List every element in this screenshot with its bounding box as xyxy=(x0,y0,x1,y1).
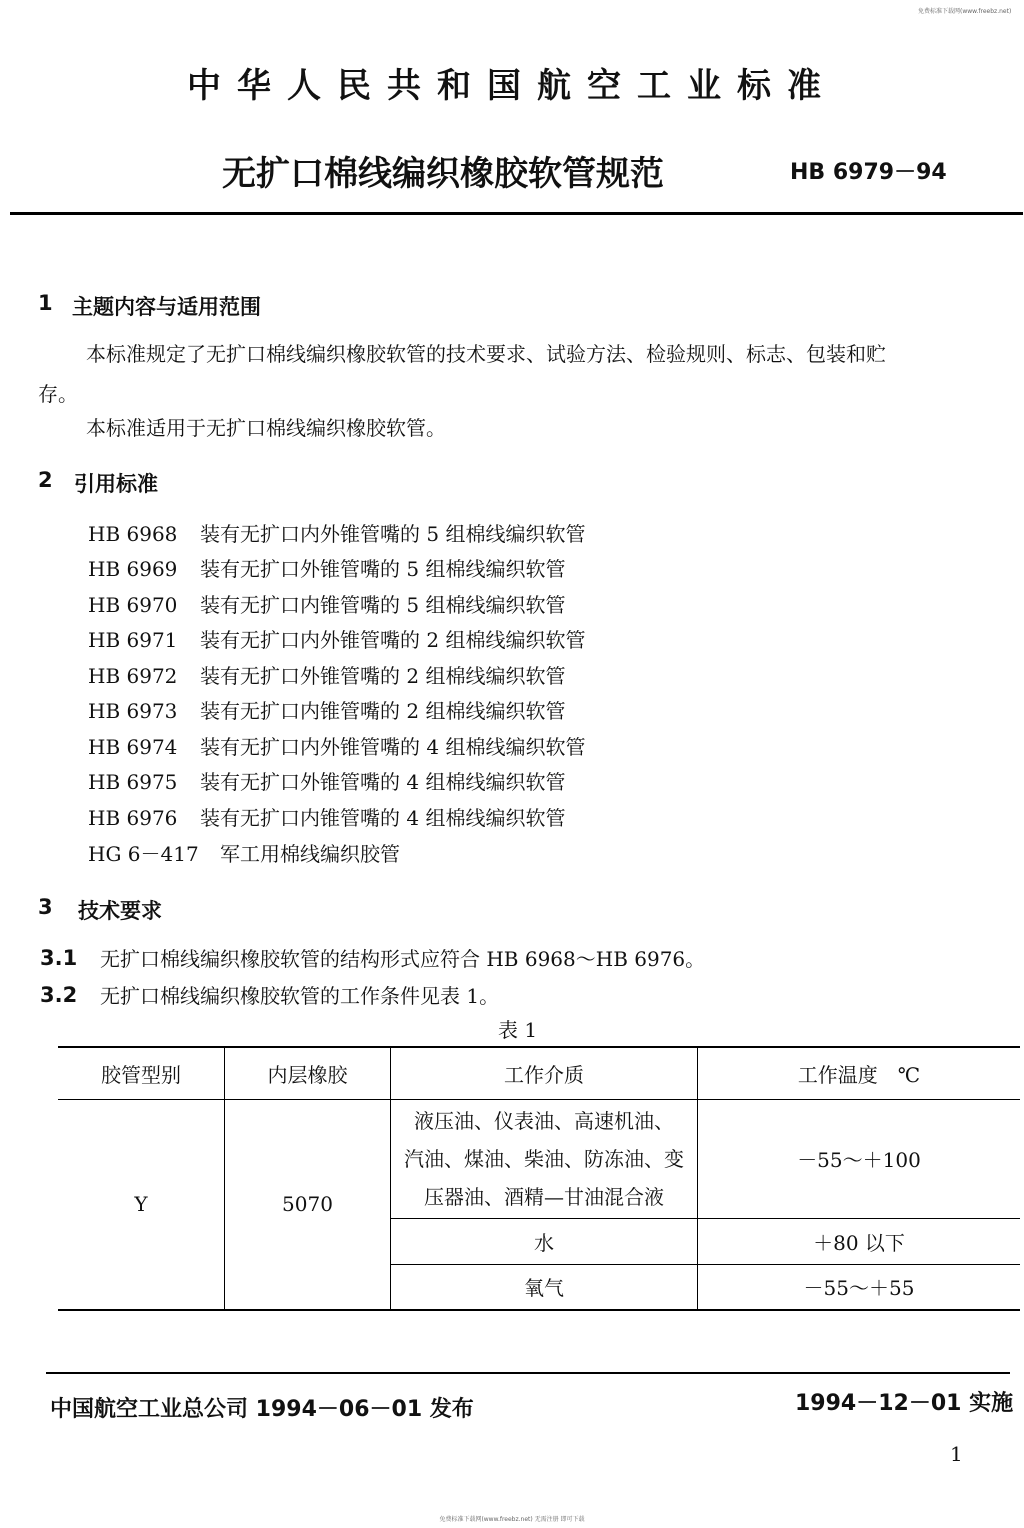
clause-3-1-text: 无扩口棉线编织橡胶软管的结构形式应符合 HB 6968～HB 6976。 xyxy=(100,947,706,971)
footer-rule xyxy=(46,1372,1010,1374)
standard-code: HB 6979－94 xyxy=(790,160,947,185)
reference-title: 军工用棉线编织胶管 xyxy=(220,842,400,866)
reference-code: HB 6973 xyxy=(88,699,178,723)
cell-medium: 氧气 xyxy=(391,1264,698,1310)
cell-inner-rubber: 5070 xyxy=(225,1099,391,1310)
cell-hose-type: Y xyxy=(58,1099,225,1310)
reference-code: HB 6974 xyxy=(88,735,178,759)
reference-code: HB 6969 xyxy=(88,557,178,581)
working-conditions-table xyxy=(58,1046,1020,1311)
page-number: 1 xyxy=(950,1442,963,1466)
issuer-line: 中国航空工业总公司 1994－06－01 发布 xyxy=(50,1397,474,1422)
cell-temperature: －55～＋55 xyxy=(698,1264,1021,1310)
document-title: 无扩口棉线编织橡胶软管规范 xyxy=(222,154,664,194)
medium-line: 液压油、仪表油、高速机油、 xyxy=(414,1108,674,1133)
cell-medium xyxy=(391,1099,698,1218)
section-1-title: 主题内容与适用范围 xyxy=(72,295,261,319)
watermark-top: 免费标准下载网(www.freebz.net) xyxy=(918,8,1012,15)
section-1-para-1-line-1: 本标准规定了无扩口棉线编织橡胶软管的技术要求、试验方法、检验规则、标志、包装和贮 xyxy=(86,342,886,366)
header-working-medium: 工作介质 xyxy=(391,1047,698,1099)
reference-item xyxy=(88,660,565,690)
clause-3-1-number: 3.1 xyxy=(40,946,78,970)
section-3-number: 3 xyxy=(38,895,53,919)
medium-line: 压器油、酒精—甘油混合液 xyxy=(424,1184,664,1209)
header-hose-type: 胶管型别 xyxy=(58,1047,225,1099)
reference-code: HB 6975 xyxy=(88,770,178,794)
reference-title: 装有无扩口内锥管嘴的 2 组棉线编织软管 xyxy=(200,699,566,723)
reference-item xyxy=(88,624,585,654)
reference-item xyxy=(88,766,565,796)
reference-title: 装有无扩口内外锥管嘴的 2 组棉线编织软管 xyxy=(200,628,586,652)
reference-item xyxy=(88,731,585,761)
medium-line: 汽油、煤油、柴油、防冻油、变 xyxy=(404,1146,684,1171)
reference-item xyxy=(88,802,565,832)
reference-item xyxy=(88,838,400,868)
table-row xyxy=(58,1099,1020,1218)
reference-code: HG 6－417 xyxy=(88,842,199,866)
reference-code: HB 6971 xyxy=(88,628,178,652)
watermark-bottom: 免费标准下载网(www.freebz.net) 无需注册 即可下载 xyxy=(439,1516,585,1523)
table-caption: 表 1 xyxy=(498,1018,538,1042)
reference-title: 装有无扩口外锥管嘴的 4 组棉线编织软管 xyxy=(200,770,566,794)
clause-3-2-text: 无扩口棉线编织橡胶软管的工作条件见表 1。 xyxy=(100,984,500,1008)
reference-code: HB 6976 xyxy=(88,806,178,830)
reference-title: 装有无扩口外锥管嘴的 5 组棉线编织软管 xyxy=(200,557,566,581)
reference-title: 装有无扩口内外锥管嘴的 4 组棉线编织软管 xyxy=(200,735,586,759)
cell-temperature: －55～＋100 xyxy=(698,1099,1021,1218)
reference-title: 装有无扩口内锥管嘴的 5 组棉线编织软管 xyxy=(200,593,566,617)
header-working-temperature: 工作温度 ℃ xyxy=(698,1047,1021,1099)
standard-name: 中华人民共和国航空工业标准 xyxy=(187,66,837,106)
header-inner-rubber: 内层橡胶 xyxy=(225,1047,391,1099)
clause-3-2-number: 3.2 xyxy=(40,983,78,1007)
reference-code: HB 6970 xyxy=(88,593,178,617)
effective-date: 1994－12－01 实施 xyxy=(795,1391,1014,1416)
table-header-row xyxy=(58,1047,1020,1099)
section-1-para-1-line-2: 存。 xyxy=(38,382,78,406)
reference-code: HB 6968 xyxy=(88,522,178,546)
reference-title: 装有无扩口内锥管嘴的 4 组棉线编织软管 xyxy=(200,806,566,830)
section-2-title: 引用标准 xyxy=(74,472,158,496)
reference-title: 装有无扩口内外锥管嘴的 5 组棉线编织软管 xyxy=(200,522,586,546)
reference-item xyxy=(88,518,585,548)
section-1-para-2: 本标准适用于无扩口棉线编织橡胶软管。 xyxy=(86,416,446,440)
reference-item xyxy=(88,589,565,619)
reference-item xyxy=(88,553,565,583)
section-1-number: 1 xyxy=(38,291,53,315)
cell-temperature: ＋80 以下 xyxy=(698,1218,1021,1264)
section-3-title: 技术要求 xyxy=(78,899,162,923)
reference-title: 装有无扩口外锥管嘴的 2 组棉线编织软管 xyxy=(200,664,566,688)
reference-code: HB 6972 xyxy=(88,664,178,688)
header-rule xyxy=(10,212,1023,215)
reference-item xyxy=(88,695,565,725)
cell-medium: 水 xyxy=(391,1218,698,1264)
section-2-number: 2 xyxy=(38,468,53,492)
